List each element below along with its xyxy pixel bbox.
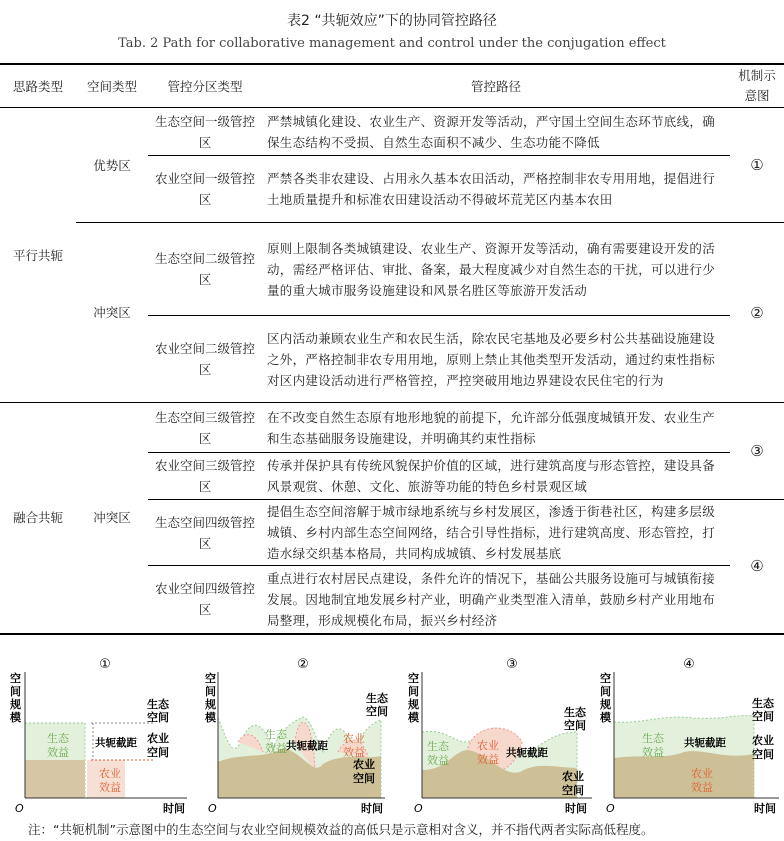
space-type-cell: 优势区 xyxy=(76,108,148,223)
agri-benefit-label: 农业 xyxy=(343,732,365,745)
eco-benefit-label: 生态 xyxy=(47,732,69,745)
agri-space-label: 农业 xyxy=(147,732,169,745)
eco-space-label: 空间 xyxy=(147,711,169,724)
agri-benefit-label: 效益 xyxy=(99,781,121,794)
mechanism-cell: ② xyxy=(730,223,784,403)
conjugate-distance-label: 共轭截距 xyxy=(95,737,137,749)
approach-cell: 融合共轭 xyxy=(0,403,76,634)
header-zone-type: 管控分区类型 xyxy=(167,79,243,94)
y-axis-label: 间 xyxy=(600,685,611,698)
mechanism-diagram-2 xyxy=(203,652,393,817)
header-approach: 思路类型 xyxy=(12,79,63,94)
eco-space-label: 生态 xyxy=(564,706,586,719)
mechanism-cell: ④ xyxy=(730,500,784,634)
conjugate-distance-label: 共轭截距 xyxy=(506,747,548,759)
origin-label: O xyxy=(414,802,423,815)
zone-cell: 农业空间二级管控区 xyxy=(148,316,262,403)
origin-label: O xyxy=(15,802,24,815)
approach-cell: 平行共轭 xyxy=(0,108,76,403)
conjugate-distance-label: 共轭截距 xyxy=(286,740,328,752)
y-axis-label: 模 xyxy=(205,711,216,724)
table-row xyxy=(0,108,784,156)
footnote: 注：“共轭机制”示意图中的生态空间与农业空间规模效益的高低只是示意相对含义，并不指代两者实际高低程度。 xyxy=(28,822,654,837)
path-cell: 原则上限制各类城镇建设、农业生产、资源开发等活动，确有需要建设开发的活动，需经严格评估、审批、备案，最大程度减少对自然生态的干扰，可以进行少量的重大城市服务设施建设和风景名胜区等旅游开发活动 xyxy=(262,223,730,316)
conjugate-distance-label: 共轭截距 xyxy=(684,737,726,749)
agri-space-label: 空间 xyxy=(353,772,375,785)
agri-benefit-label: 农业 xyxy=(477,739,499,752)
eco-benefit-label: 效益 xyxy=(265,742,287,755)
path-cell: 传承并保护具有传统风貌保护价值的区域，进行建筑高度与形态管控，建设具备风景观赏、休憩、文化、旅游等功能的特色乡村景观区域 xyxy=(262,453,730,500)
agri-benefit-label: 农业 xyxy=(99,767,121,780)
path-cell: 重点进行农村居民点建设，条件允许的情况下，基础公共服务设施可与城镇衔接发展。因地制宜地发展乡村产业，明确产业类型准入清单，鼓励乡村产业用地布局整理，形成规模化布局，振兴乡村经济 xyxy=(262,566,730,634)
y-axis-label: 模 xyxy=(600,711,611,724)
y-axis-label: 规 xyxy=(10,698,21,711)
path-cell: 提倡生态空间溶解于城市绿地系统与乡村发展区，渗透于街巷社区，构建多层级城镇、乡村内部生态空间网络，结合引导性指标，进行建筑高度、形态管控，打造水绿交织基本格局，共同构成城镇、乡村发展基底 xyxy=(262,500,730,566)
table-header-row xyxy=(0,64,784,108)
eco-benefit-label: 生态 xyxy=(642,732,664,745)
header-space-type: 空间类型 xyxy=(86,79,137,94)
eco-space-label: 生态 xyxy=(147,698,169,711)
control-path-table xyxy=(0,63,784,635)
agri-space-label: 空间 xyxy=(147,746,169,759)
path-cell: 在不改变自然生态原有地形地貌的前提下，允许部分低强度城镇开发、农业生产和生态基础服务设施建设，并明确其约束性指标 xyxy=(262,403,730,453)
eco-benefit-label: 效益 xyxy=(642,746,664,759)
diagram-number: ② xyxy=(297,657,309,672)
path-cell: 严禁各类非农建设、占用永久基本农田活动，严格控制非农专用用地，提倡进行土地质量提升和标准农田建设活动不得破坏荒芜区内基本农田 xyxy=(262,156,730,223)
table-row xyxy=(0,403,784,453)
agri-benefit-label: 效益 xyxy=(477,753,499,766)
y-axis-label: 空 xyxy=(10,672,21,685)
eco-benefit-label: 效益 xyxy=(427,754,449,767)
diagram-number: ③ xyxy=(506,657,518,672)
x-axis-label: 时间 xyxy=(361,802,383,815)
y-axis-label: 模 xyxy=(408,711,419,724)
y-axis-label: 间 xyxy=(408,685,419,698)
path-cell: 区内活动兼顾农业生产和农民生活，除农民宅基地及必要乡村公共基础设施建设之外，严格控制非农专用用地，原则上禁止其他类型开发活动，通过约束性指标对区内建设活动进行严格管控，严控突破用地边界建设农民住宅的行为 xyxy=(262,316,730,403)
mechanism-diagram-4 xyxy=(594,652,784,817)
agri-space-area xyxy=(25,760,85,798)
eco-space-label: 空间 xyxy=(752,710,774,723)
agri-space-label: 空间 xyxy=(562,784,584,797)
zone-cell: 农业空间四级管控区 xyxy=(148,566,262,634)
y-axis-label: 规 xyxy=(408,698,419,711)
eco-space-label: 生态 xyxy=(752,697,774,710)
eco-space-label: 生态 xyxy=(366,692,388,705)
eco-benefit-label: 生态 xyxy=(265,728,287,741)
zone-cell: 农业空间一级管控区 xyxy=(148,156,262,223)
zone-cell: 生态空间一级管控区 xyxy=(148,108,262,156)
zone-cell: 生态空间三级管控区 xyxy=(148,403,262,453)
eco-space-label: 空间 xyxy=(564,719,586,732)
mechanism-diagram-1 xyxy=(5,652,195,817)
space-type-cell: 冲突区 xyxy=(76,403,148,634)
origin-label: O xyxy=(208,802,217,815)
y-axis-label: 空 xyxy=(205,672,216,685)
mechanism-diagrams xyxy=(0,652,784,817)
agri-space-label: 空间 xyxy=(752,748,774,761)
x-axis-label: 时间 xyxy=(754,802,776,815)
diagram-number: ④ xyxy=(683,657,695,672)
mechanism-cell: ③ xyxy=(730,403,784,500)
agri-benefit-label: 效益 xyxy=(343,746,365,759)
x-axis-label: 时间 xyxy=(163,802,185,815)
eco-benefit-label: 生态 xyxy=(427,740,449,753)
diagram-number: ① xyxy=(99,657,111,672)
agri-space-label: 农业 xyxy=(562,770,584,783)
mechanism-diagram-3 xyxy=(402,652,592,817)
agri-benefit-label: 效益 xyxy=(691,781,713,794)
table-row xyxy=(0,223,784,316)
origin-label: O xyxy=(606,802,615,815)
table-subtitle: Tab. 2 Path for collaborative management and control under the conjugation effect xyxy=(118,36,666,51)
eco-space-label: 空间 xyxy=(366,705,388,718)
agri-space-label: 农业 xyxy=(353,758,375,771)
zone-cell: 农业空间三级管控区 xyxy=(148,453,262,500)
agri-space-label: 农业 xyxy=(752,734,774,747)
y-axis-label: 规 xyxy=(600,698,611,711)
y-axis-label: 规 xyxy=(205,698,216,711)
eco-benefit-label: 效益 xyxy=(47,746,69,759)
y-axis-label: 间 xyxy=(205,685,216,698)
y-axis-label: 空 xyxy=(408,672,419,685)
mechanism-cell: ① xyxy=(730,108,784,223)
agri-benefit-label: 农业 xyxy=(691,767,713,780)
zone-cell: 生态空间四级管控区 xyxy=(148,500,262,566)
x-axis-label: 时间 xyxy=(565,802,587,815)
header-mechanism: 机制示意图 xyxy=(738,68,776,103)
y-axis-label: 模 xyxy=(10,711,21,724)
zone-cell: 生态空间二级管控区 xyxy=(148,223,262,316)
header-control-path: 管控路径 xyxy=(470,79,521,94)
space-type-cell: 冲突区 xyxy=(76,223,148,403)
y-axis-label: 空 xyxy=(600,672,611,685)
y-axis-label: 间 xyxy=(10,685,21,698)
path-cell: 严禁城镇化建设、农业生产、资源开发等活动，严守国土空间生态环节底线，确保生态结构不受损、自然生态面积不减少、生态功能不降低 xyxy=(262,108,730,156)
table-title: 表2 “共轭效应”下的协同管控路径 xyxy=(287,13,497,29)
